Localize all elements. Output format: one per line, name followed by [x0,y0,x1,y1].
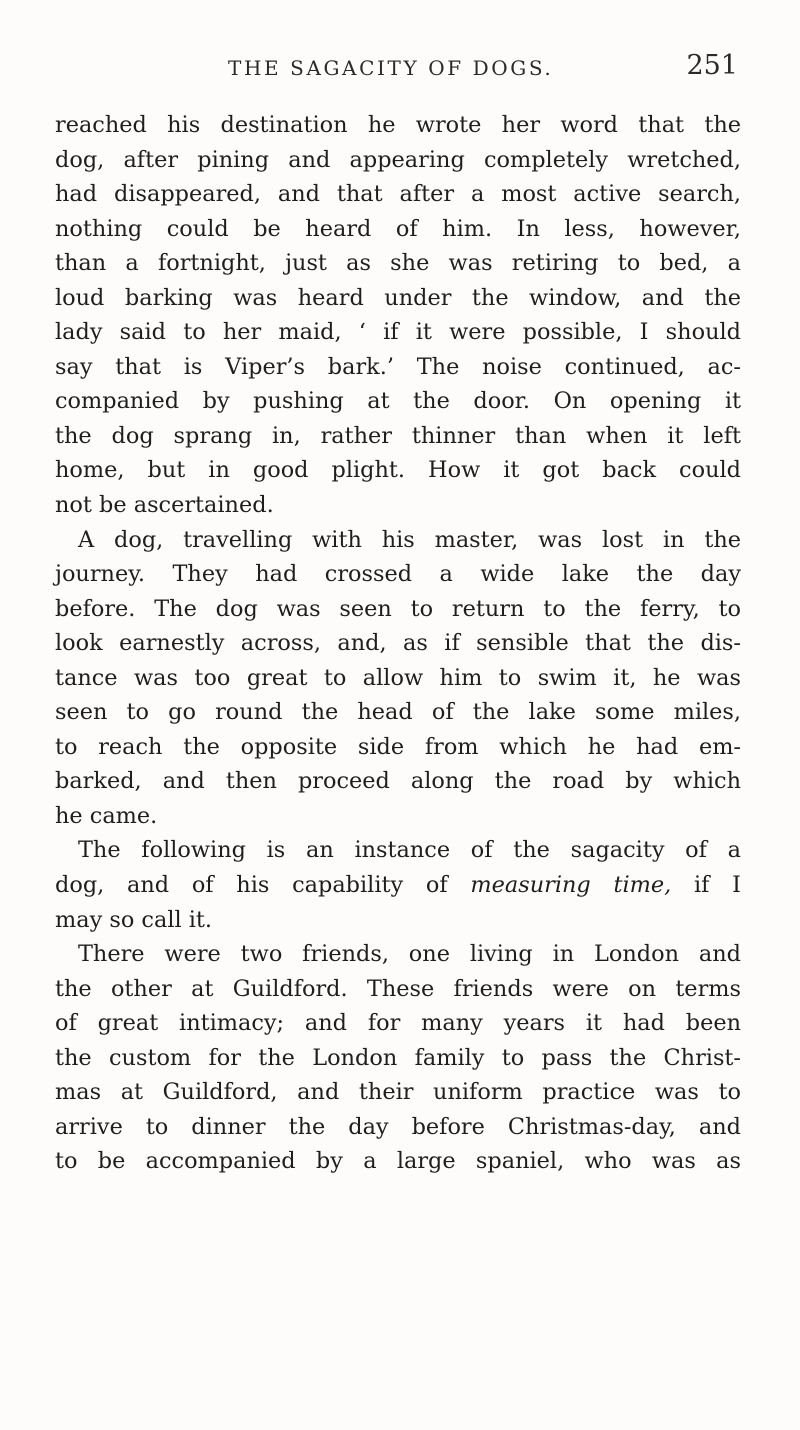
text-line: may so call it. [55,906,213,933]
body-text [55,108,741,1179]
text-line: home, but in good plight. How it got back could [55,457,741,484]
italic-phrase: measuring time, [470,872,672,899]
text-line: the custom for the London family to pass the Christ- [55,1044,741,1071]
text-line: barked, and then proceed along the road by which [55,768,741,795]
text-line: the other at Guildford. These friends were on terms [55,975,741,1002]
text-segment: dog, and of his capability of [55,872,448,899]
text-line: companied by pushing at the door. On opening it [55,388,741,415]
text-line: to reach the opposite side from which he had em- [55,733,741,760]
text-line: not be ascertained. [55,492,274,519]
text-line: The following is an instance of the sagacity of a [78,837,741,864]
text-line: reached his destination he wrote her word that the [55,112,741,138]
text-line: lady said to her maid, ‘ if it were possible, I should [55,319,741,346]
text-line: the dog sprang in, rather thinner than when it left [55,422,741,449]
text-line: loud barking was heard under the window, and the [55,284,741,311]
text-line: say that is Viper’s bark.’ The noise continued, ac- [55,353,741,380]
running-head: THE SAGACITY OF DOGS. [228,56,554,80]
text-line: nothing could be heard of him. In less, however, [55,215,741,242]
text-line: A dog, travelling with his master, was lost in the [78,526,741,553]
text-line [55,868,741,903]
text-line: journey. They had crossed a wide lake the day [55,561,741,588]
text-line: look earnestly across, and, as if sensible that the dis- [55,630,741,657]
page-header [228,50,738,90]
text-segment: if I [693,872,741,899]
text-line: arrive to dinner the day before Christmas-day, and [55,1113,741,1140]
text-line: than a fortnight, just as she was retiring to bed, a [55,250,741,277]
text-line: dog, after pining and appearing completely wretched, [55,146,741,173]
text-line: before. The dog was seen to return to the ferry, to [55,595,741,622]
text-line: he came. [55,802,158,829]
text-line: There were two friends, one living in London and [78,941,741,968]
text-line: seen to go round the head of the lake some miles, [55,699,741,726]
page-number: 251 [686,50,738,81]
text-line: had disappeared, and that after a most active search, [55,181,741,208]
text-line: of great intimacy; and for many years it had been [55,1010,741,1037]
text-line: mas at Guildford, and their uniform practice was to [55,1079,741,1106]
text-line: tance was too great to allow him to swim it, he was [55,664,741,691]
text-line: to be accompanied by a large spaniel, who was as [55,1148,741,1175]
